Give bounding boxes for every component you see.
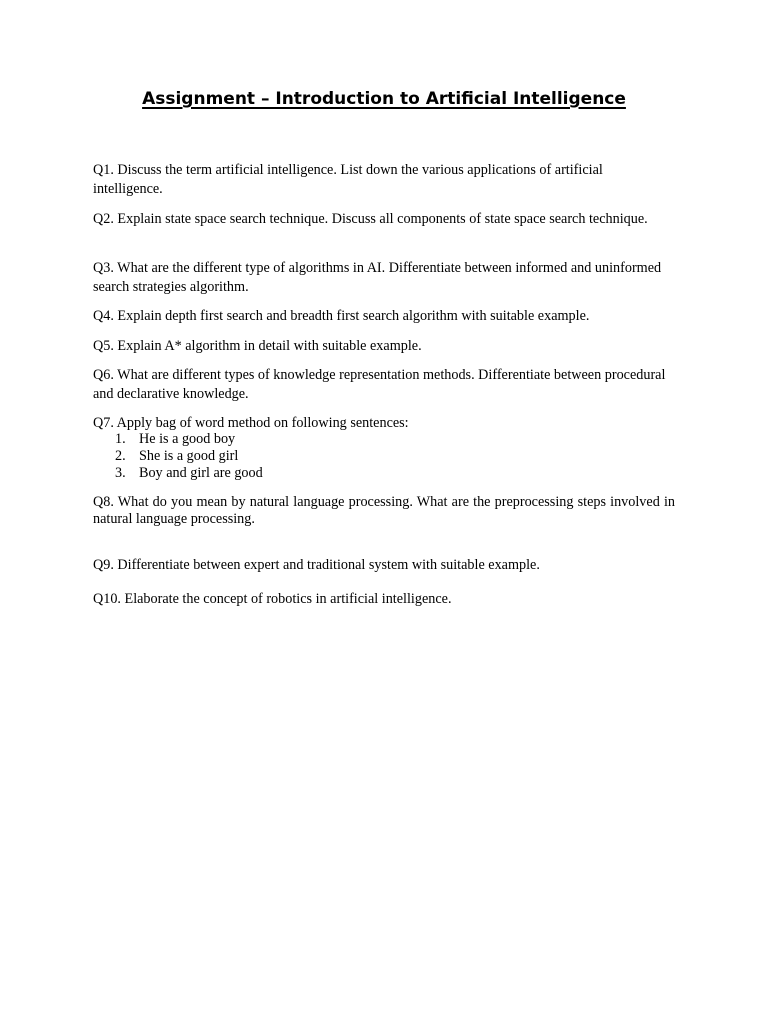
list-item [115,465,415,482]
list-text: He is a good boy [139,431,236,447]
question-3: Q3. What are the different type of algorithms in AI. Differentiate between informed and uninformed search strategies algorithm. [93,260,662,295]
question-6: Q6. What are different types of knowledge representation methods. Differentiate between procedural and declarative knowledge. [93,367,666,402]
list-item [115,431,415,448]
list-item [115,448,415,465]
list-number: 3. [115,465,126,481]
question-1: Q1. Discuss the term artificial intelligence. List down the various applications of artificial intelligence. [93,162,603,197]
question-5: Q5. Explain A* algorithm in detail with suitable example. [93,338,422,354]
question-7: Q7. Apply bag of word method on following sentences: [93,415,409,431]
list-number: 1. [115,431,126,447]
list-number: 2. [115,448,126,464]
question-10: Q10. Elaborate the concept of robotics in artificial intelligence. [93,591,452,607]
page-title: Assignment – Introduction to Artificial Intelligence [142,89,626,109]
q7-sentence-list [115,431,415,482]
question-2: Q2. Explain state space search technique. Discuss all components of state space search technique. [93,211,648,227]
question-8: Q8. What do you mean by natural language processing. What are the preprocessing steps involved in natural language processing. [93,494,675,527]
question-9: Q9. Differentiate between expert and traditional system with suitable example. [93,557,540,573]
list-text: She is a good girl [139,448,239,464]
list-text: Boy and girl are good [139,465,263,481]
question-4: Q4. Explain depth first search and breadth first search algorithm with suitable example. [93,308,590,324]
